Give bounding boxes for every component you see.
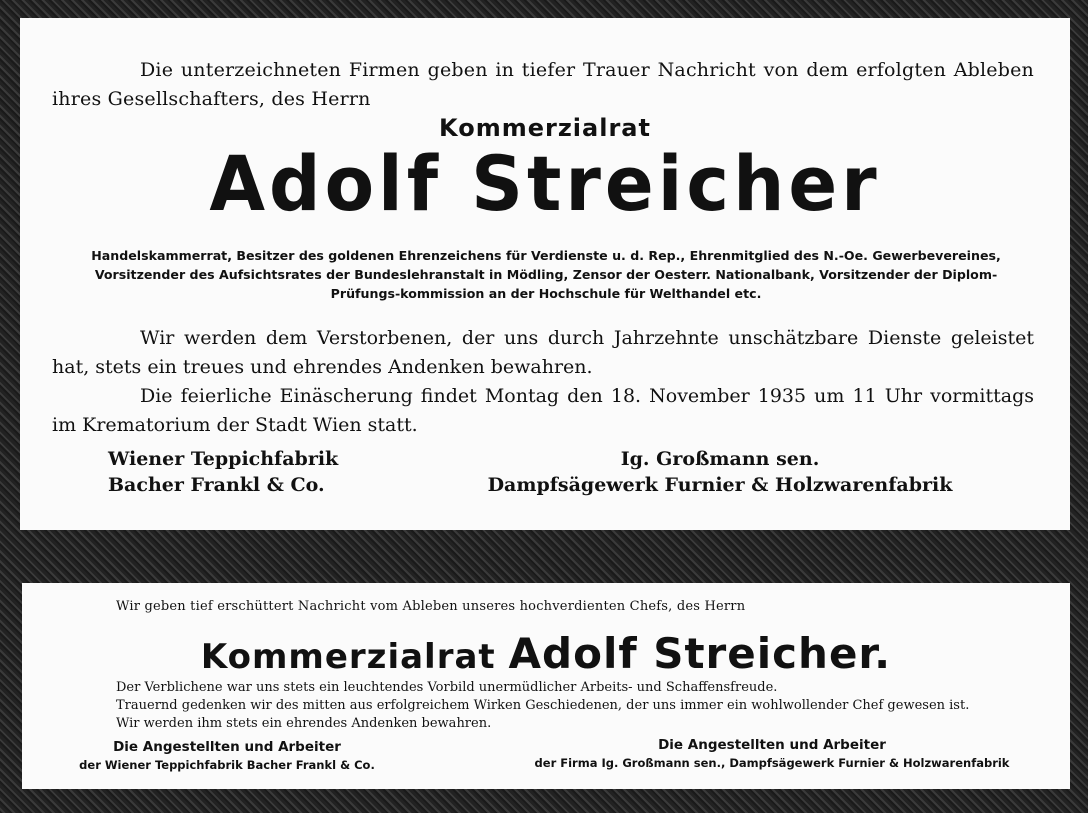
- bottom-notice-intro: Wir geben tief erschüttert Nachricht vom Ableben unseres hochverdienten Chefs, des Herrn: [116, 599, 746, 614]
- bottom-notice-body: [116, 679, 1052, 733]
- bottom-body-line3: Wir werden ihm stets ein ehrendes Andenken bewahren.: [116, 716, 492, 731]
- signatory-right: [460, 446, 980, 498]
- deceased-name: Adolf Streicher: [209, 139, 881, 229]
- bottom-body-line1: Der Verblichene war uns stets ein leuchtendes Vorbild unermüdlicher Arbeits- und Schaffensfreude.: [116, 680, 778, 695]
- remembrance-paragraph: Wir werden dem Verstorbenen, der uns durch Jahrzehnte unschätzbare Dienste geleistet hat, stets ein treues und ehrendes Andenken bewahren.: [52, 327, 1034, 378]
- honorific-title: Kommerzialrat: [439, 114, 651, 142]
- bottom-signatory-left-line2: der Wiener Teppichfabrik Bacher Frankl & Co.: [79, 758, 375, 772]
- obituary-notice-bottom: [22, 583, 1070, 789]
- deceased-titles: Handelskammerrat, Besitzer des goldenen Ehrenzeichens für Verdienste u. d. Rep., Ehrenmitglied des N.-Oe. Gewerbevereines, Vorsitzender des Aufsichtsrates der Bundeslehranstalt in Mödling, Zensor der Oesterr. Nationalbank, Vorsitzender der Diplom-Prüfungs-kommission an der Hochschule für Welthandel etc.: [91, 248, 1001, 301]
- bottom-notice-heading: [22, 629, 1070, 678]
- funeral-paragraph: Die feierliche Einäscherung findet Montag den 18. November 1935 um 11 Uhr vormittags im Krematorium der Stadt Wien statt.: [52, 385, 1034, 436]
- signatory-right-line2: Dampfsägewerk Furnier & Holzwarenfabrik: [487, 474, 953, 496]
- bottom-honorific: Kommerzialrat: [200, 637, 496, 677]
- bottom-signatory-right-line1: Die Angestellten und Arbeiter: [658, 737, 886, 753]
- obituary-notice-top: [20, 18, 1070, 530]
- signatory-left: [108, 446, 338, 498]
- bottom-body-line2: Trauernd gedenken wir des mitten aus erfolgreichem Wirken Geschiedenen, der uns immer ein wohlwollender Chef gewesen ist.: [116, 698, 970, 713]
- notice-intro: Die unterzeichneten Firmen geben in tiefer Trauer Nachricht von dem erfolgten Ableben ihres Gesellschafters, des Herrn: [52, 59, 1034, 110]
- bottom-signatory-right: [492, 736, 1052, 772]
- bottom-signatory-right-line2: der Firma Ig. Großmann sen., Dampfsägewerk Furnier & Holzwarenfabrik: [534, 756, 1010, 770]
- signatory-left-line2: Bacher Frankl & Co.: [108, 474, 325, 496]
- bottom-signatory-left: [42, 738, 412, 774]
- bottom-signatory-left-line1: Die Angestellten und Arbeiter: [113, 739, 341, 755]
- bottom-deceased-name: Adolf Streicher.: [508, 629, 892, 678]
- signatory-right-line1: Ig. Großmann sen.: [620, 448, 820, 470]
- signatory-left-line1: Wiener Teppichfabrik: [108, 448, 339, 470]
